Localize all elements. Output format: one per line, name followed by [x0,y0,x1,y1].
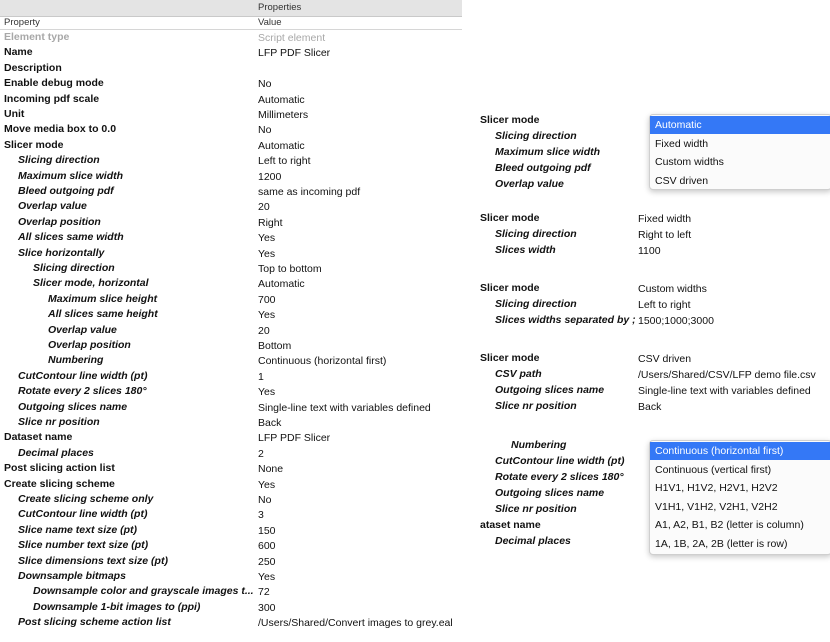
property-label: CutContour line width (pt) [18,369,148,382]
dropdown-option[interactable]: Continuous (vertical first) [655,463,772,476]
property-label: Create slicing scheme only [18,493,154,505]
property-value[interactable]: Millimeters [258,109,309,121]
property-value[interactable]: 1100 [638,245,661,257]
dropdown-option[interactable]: 1A, 1B, 2A, 2B (letter is row) [655,537,788,550]
property-label: Rotate every 2 slices 180° [18,385,147,398]
property-value[interactable]: Back [638,401,662,413]
dropdown-option[interactable]: Fixed width [655,137,709,150]
property-row[interactable] [0,93,462,109]
property-label: Outgoing slices name [18,400,128,413]
property-row[interactable] [0,262,462,278]
property-value[interactable]: No [258,78,272,91]
property-label: Slice horizontally [18,246,105,259]
property-value[interactable]: /Users/Shared/CSV/LFP demo file.csv [638,369,816,381]
property-value[interactable]: 150 [258,524,276,537]
property-label: All slices same width [18,231,124,244]
property-label: Enable debug mode [4,77,104,90]
property-value[interactable]: 600 [258,540,276,553]
dropdown-option[interactable]: Custom widths [655,156,724,168]
property-label: Maximum slice width [18,169,124,182]
property-value[interactable]: Fixed width [638,213,692,225]
property-value[interactable]: No [258,124,272,137]
property-value[interactable]: 1200 [258,170,282,183]
dropdown-option[interactable]: CSV driven [655,174,709,187]
property-label: Slice dimensions text size (pt) [18,554,168,567]
property-label: Outgoing slices name [495,384,605,396]
property-value[interactable]: LFP PDF Slicer [258,432,331,445]
property-row[interactable] [0,324,462,340]
property-label: Name [4,46,33,59]
property-row[interactable] [0,277,462,293]
property-value[interactable]: 2 [258,447,264,460]
property-label: Overlap value [48,323,117,336]
property-label: Decimal places [18,446,94,459]
property-label: Post slicing action list [4,462,115,475]
property-value[interactable]: Left to right [638,299,691,311]
property-value[interactable]: Left to right [258,155,311,168]
property-label: Slice nr position [495,400,577,412]
property-value[interactable]: Yes [258,247,276,260]
property-row[interactable] [0,416,462,432]
property-value[interactable]: 20 [258,201,270,214]
numbering-dropdown[interactable] [649,440,830,555]
property-label: Bleed outgoing pdf [18,185,114,197]
property-row[interactable] [0,508,462,524]
dropdown-option[interactable]: Continuous (horizontal first) [650,442,830,460]
property-label: Slice nr position [495,503,577,515]
property-label: Unit [4,108,25,120]
property-value[interactable]: Yes [258,232,276,245]
property-label: Element type [4,31,70,43]
column-header-property[interactable]: Property [4,17,40,28]
property-label: Maximum slice height [48,292,158,305]
property-row[interactable] [0,447,462,463]
property-row[interactable] [0,401,462,417]
property-label: Dataset name [4,431,73,444]
property-label: Downsample 1-bit images to (ppi) [33,600,201,613]
dropdown-option[interactable]: V1H1, V1H2, V2H1, V2H2 [655,500,778,513]
property-row[interactable] [0,154,462,170]
property-row[interactable] [0,493,462,509]
property-label: Numbering [48,354,104,367]
property-row[interactable] [0,77,462,93]
property-label: Downsample bitmaps [18,570,126,582]
property-row[interactable] [0,139,462,155]
property-row[interactable] [0,539,462,555]
property-value[interactable]: 1500;1000;3000 [638,315,714,327]
property-value[interactable]: 300 [258,601,276,614]
property-value[interactable]: No [258,494,272,506]
property-row[interactable] [0,601,462,617]
property-label: ataset name [480,519,541,531]
property-value[interactable]: Yes [258,571,276,583]
property-value[interactable]: Automatic [258,93,305,106]
property-value[interactable]: Yes [258,478,276,491]
property-value[interactable]: Yes [258,309,276,322]
property-label: Slicing direction [495,298,577,310]
property-label: Slice name text size (pt) [18,523,138,536]
property-label: Maximum slice width [495,146,601,158]
property-label: Overlap value [495,178,564,190]
property-value[interactable]: Bottom [258,340,292,352]
property-row[interactable] [0,293,462,309]
property-value[interactable]: Custom widths [638,283,707,295]
property-row[interactable] [0,308,462,324]
property-label: Move media box to 0.0 [4,123,117,136]
dropdown-option[interactable]: Automatic [650,116,830,134]
property-label: All slices same height [48,308,158,321]
property-label: Slices widths separated by ; [495,314,636,326]
property-label: Slice nr position [18,416,100,428]
property-row[interactable] [0,185,462,201]
property-row[interactable] [0,200,462,216]
property-row[interactable] [0,231,462,247]
property-value[interactable]: Single-line text with variables defined [638,385,811,397]
property-label: Slicer mode, horizontal [33,277,149,290]
property-label: CutContour line width (pt) [18,508,148,521]
property-label: Slicer mode [480,282,540,294]
property-label: Slicer mode [480,114,540,126]
panel-title-bar [0,0,462,17]
property-row[interactable] [0,62,462,78]
property-row[interactable] [0,46,462,62]
property-value[interactable]: 250 [258,555,276,568]
property-row[interactable] [0,123,462,139]
property-label: Slice number text size (pt) [18,539,149,552]
property-row[interactable] [0,385,462,401]
property-value[interactable]: 72 [258,586,270,599]
column-header-value[interactable]: Value [258,17,282,28]
property-label: Rotate every 2 slices 180° [495,471,624,483]
property-label: Overlap position [48,339,131,351]
property-row[interactable] [0,524,462,540]
property-value[interactable]: Top to bottom [258,263,322,275]
panel-title: Properties [258,2,302,13]
property-row[interactable] [0,585,462,601]
property-label: Slicer mode [480,212,540,224]
property-label: Numbering [511,439,567,451]
property-label: Overlap value [18,200,87,213]
property-value[interactable]: 700 [258,293,276,306]
property-row[interactable] [0,570,462,586]
property-value[interactable]: Automatic [258,278,305,291]
property-value[interactable]: Yes [258,386,276,399]
property-label: Slicer mode [480,352,540,364]
property-value[interactable]: Single-line text with variables defined [258,401,431,414]
property-label: Slicer mode [4,138,64,151]
property-value[interactable]: 1 [258,370,264,383]
dropdown-option[interactable]: A1, A2, B1, B2 (letter is column) [655,519,804,531]
property-value[interactable]: Script element [258,32,326,44]
property-label: Outgoing slices name [495,487,605,499]
property-label: Slicing direction [18,154,100,167]
property-label: Overlap position [18,215,101,228]
property-value[interactable]: LFP PDF Slicer [258,47,331,60]
property-label: Slicing direction [33,262,115,274]
property-row[interactable] [0,478,462,494]
property-label: Slicing direction [495,228,577,240]
property-label: Slices width [495,244,556,256]
property-row[interactable] [0,616,462,632]
property-row[interactable] [0,462,462,478]
property-row[interactable] [0,216,462,232]
property-label: Description [4,61,62,74]
property-value[interactable]: Back [258,417,282,429]
column-header [0,17,462,30]
property-label: Create slicing scheme [4,477,115,490]
property-value[interactable]: 3 [258,509,264,522]
property-value[interactable]: Right [258,216,283,229]
property-value[interactable]: Continuous (horizontal first) [258,355,387,368]
property-label: Incoming pdf scale [4,92,100,105]
property-row[interactable] [0,555,462,571]
property-value[interactable]: Right to left [638,229,692,241]
property-row[interactable] [0,431,462,447]
dropdown-option[interactable]: H1V1, H1V2, H2V1, H2V2 [655,482,778,494]
property-label: Bleed outgoing pdf [495,162,591,174]
property-label: Downsample color and grayscale images t... [33,585,254,598]
property-row[interactable] [0,108,462,124]
property-value[interactable]: /Users/Shared/Convert images to grey.eal [258,617,453,630]
property-row[interactable] [0,370,462,386]
property-value[interactable]: None [258,463,284,476]
property-row[interactable] [0,339,462,355]
property-label: CutContour line width (pt) [495,455,625,467]
property-row[interactable] [0,247,462,263]
property-label: CSV path [495,368,542,380]
property-value[interactable]: CSV driven [638,353,692,365]
property-value[interactable]: Automatic [258,139,305,152]
property-row[interactable] [0,170,462,186]
slicer-mode-dropdown[interactable] [649,114,830,190]
property-label: Post slicing scheme action list [18,616,171,629]
property-row[interactable] [0,31,462,47]
property-row[interactable] [0,354,462,370]
property-value[interactable]: 20 [258,324,270,337]
property-label: Decimal places [495,535,571,547]
property-value[interactable]: same as incoming pdf [258,186,361,198]
property-label: Slicing direction [495,130,577,142]
